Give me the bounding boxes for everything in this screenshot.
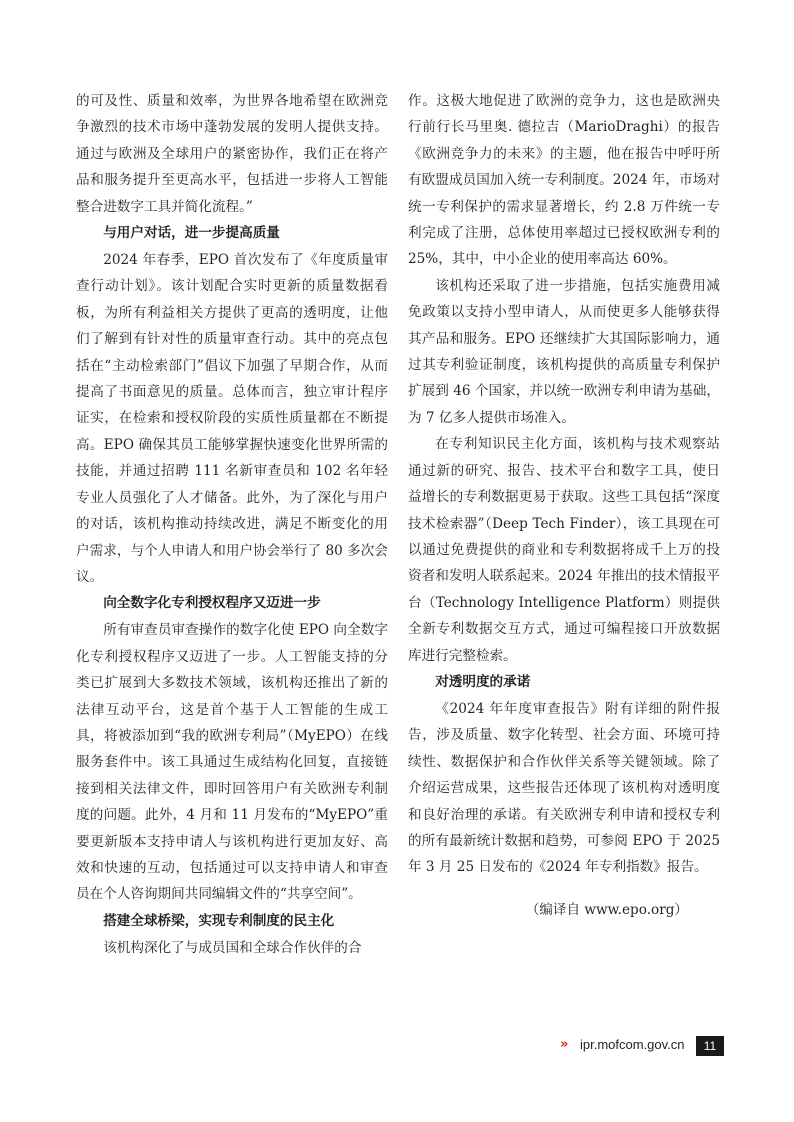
- section-heading-user-dialogue: 与用户对话，进一步提高质量: [103, 225, 280, 242]
- paragraph: 在专利知识民主化方面，该机构与技术观察站通过新的研究、报告、技术平台和数字工具，使日益增长的专利数据更易于获取。这些工具包括“深度技术检索器”（Deep Tech Finder），该工具现在可以通过免费提供的商业和专利数据将成千上万的投资者和发明人联系起来。2024 年推出的技术情报平台（Technology Intelligence Platform）则提供全新专利数据交互方式，通过可编程接口开放数据库进行完整检索。: [408, 436, 720, 664]
- source-note: （编译自 www.epo.org）: [525, 901, 688, 918]
- section-heading-digital-process: 向全数字化专利授权程序又迈进一步: [103, 595, 321, 612]
- paragraph: 该机构深化了与成员国和全球合作伙伴的合: [103, 939, 362, 956]
- section-heading-transparency: 对透明度的承诺: [435, 673, 531, 690]
- section-heading-global-bridges: 搭建全球桥梁，实现专利制度的民主化: [103, 912, 335, 929]
- paragraph: 该机构还采取了进一步措施，包括实施费用减免政策以支持小型申请人，从而使更多人能够获得其产品和服务。EPO 还继续扩大其国际影响力，通过其专利验证制度，该机构提供的高质量专利保护扩展到 46 个国家，并以统一欧洲专利申请为基础，为 7 亿多人提供市场准入。: [408, 277, 720, 426]
- page-footer: [560, 1036, 720, 1056]
- double-chevron-icon: »: [560, 1037, 567, 1052]
- paragraph: 作。这极大地促进了欧洲的竞争力，这也是欧洲央行前行长马里奥. 德拉吉（MarioDraghi）的报告《欧洲竞争力的未来》的主题，他在报告中呼吁所有欧盟成员国加入统一专利制度。2024 年，市场对统一专利保护的需求显著增长，约 2.8 万件统一专利完成了注册，总体使用率超过已授权欧洲专利的 25%，其中，中小企业的使用率高达 60%。: [408, 93, 720, 268]
- footer-url[interactable]: ipr.mofcom.gov.cn: [580, 1037, 685, 1052]
- paragraph: 的可及性、质量和效率，为世界各地希望在欧洲竞争激烈的技术市场中蓬勃发展的发明人提供支持。通过与欧洲及全球用户的紧密协作，我们正在将产品和服务提升至更高水平，包括进一步将人工智能整合进数字工具并简化流程。”: [76, 93, 388, 215]
- left-column: [76, 88, 388, 961]
- page-number: 11: [696, 1036, 724, 1056]
- paragraph: 所有审查员审查操作的数字化使 EPO 向全数字化专利授权程序又迈进了一步。人工智能支持的分类已扩展到大多数技术领域，该机构还推出了新的法律互动平台，这是首个基于人工智能的生成工具，将被添加到“我的欧洲专利局”（MyEPO）在线服务套件中。该工具通过生成结构化回复，直接链接到相关法律文件，即时回答用户有关欧洲专利制度的问题。此外，4 月和 11 月发布的“MyEPO”重要更新版本支持申请人与该机构进行更加友好、高效和快速的互动，包括通过可以支持申请人和审查员在个人咨询期间共同编辑文件的“共享空间”。: [76, 622, 388, 903]
- paragraph: 2024 年春季，EPO 首次发布了《年度质量审查行动计划》。该计划配合实时更新的质量数据看板，为所有利益相关方提供了更高的透明度，让他们了解到有针对性的质量审查行动。其中的亮点包括在“主动检索部门”倡议下加强了早期合作，从而提高了书面意见的质量。总体而言，独立审计程序证实，在检索和授权阶段的实质性质量都在不断提高。EPO 确保其员工能够掌握快速变化世界所需的技能，并通过招聘 111 名新审查员和 102 名年轻专业人员强化了人才储备。此外，为了深化与用户的对话，该机构推动持续改进，满足不断变化的用户需求，与个人申请人和用户协会举行了 80 多次会议。: [76, 252, 388, 585]
- paragraph: 《2024 年年度审查报告》附有详细的附件报告，涉及质量、数字化转型、社会方面、环境可持续性、数据保护和合作伙伴关系等关键领域。除了介绍运营成果，这些报告还体现了该机构对透明度和良好治理的承诺。有关欧洲专利申请和授权专利的所有最新统计数据和趋势，可参阅 EPO 于 2025 年 3 月 25 日发布的《2024 年专利指数》报告。: [408, 700, 720, 876]
- right-column: [408, 88, 720, 923]
